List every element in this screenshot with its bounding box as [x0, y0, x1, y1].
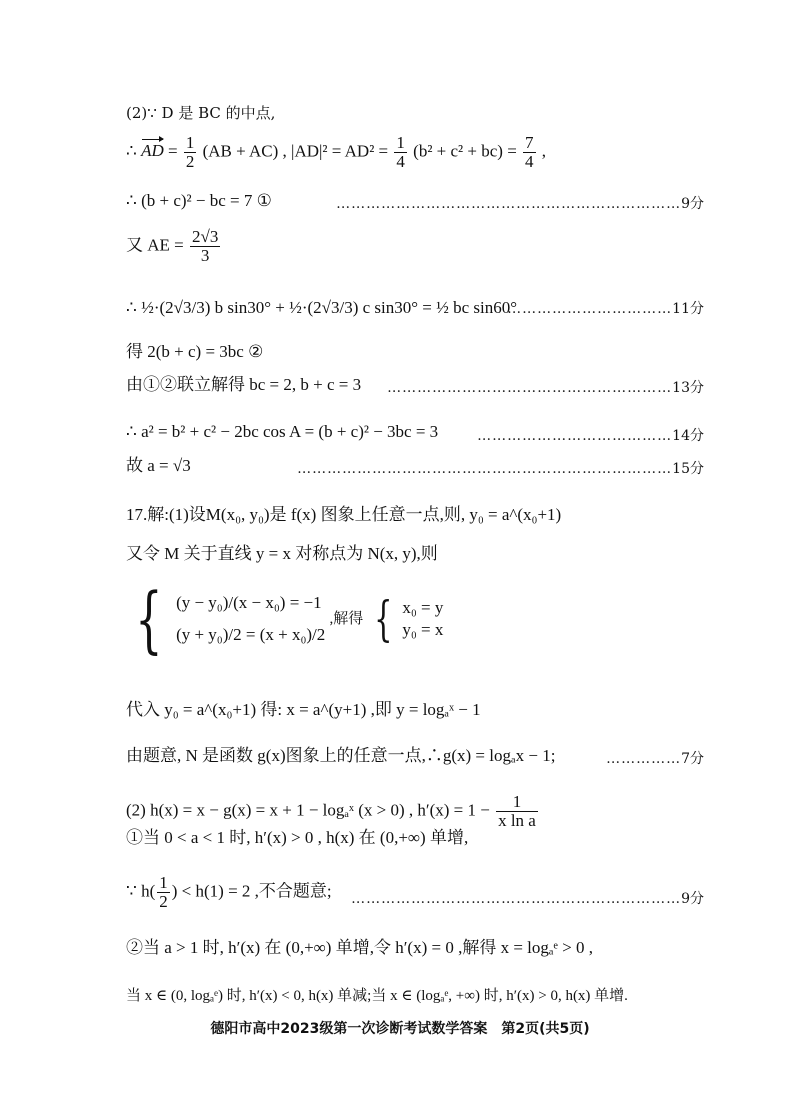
vector-sum-expression: (AB + AC) , |AD|² = AD² = [202, 141, 389, 161]
system-equation-2: (y + y₀)/2 = (x + x₀)/2 [176, 625, 326, 644]
score-line-q17-8 [351, 888, 704, 908]
fraction-one-over-xlna [496, 793, 538, 830]
score-value: 13分 [672, 380, 704, 396]
solve-label: ,解得 [329, 611, 364, 627]
score-value: 7分 [681, 751, 704, 767]
page-footer: 德阳市高中2023级第一次诊断考试数学答案 第2页(共5页) [210, 1021, 590, 1037]
part2-line-8: ∴ a² = b² + c² − 2bc cos A = (b + c)² − 3bc = 3 [126, 422, 439, 441]
part2-line-7: 由①②联立解得 bc = 2, b + c = 3 [126, 375, 362, 394]
solution-system [402, 597, 443, 641]
part2-line-1: (2)∵ D 是 BC 的中点, [126, 104, 276, 122]
part2-line-2 [126, 134, 546, 171]
solution-equation-2: y₀ = x [402, 620, 444, 639]
dot-leader: …………… [606, 751, 682, 767]
equals-sign: = [168, 141, 178, 161]
q17-line-9: ②当 a > 1 时, h′(x) 在 (0,+∞) 单增,令 h′(x) = 0 ,解得 x = logₐᵉ > 0 , [126, 938, 593, 957]
score-line-8 [477, 425, 704, 445]
q17-system [126, 577, 444, 661]
dot-leader: …………………………………………………………… [336, 196, 682, 212]
score-line-q17-5 [606, 748, 704, 768]
q17-line-4: 代入 y₀ = a^(x₀+1) 得: x = a^(y+1) ,即 y = logₐˣ − 1 [126, 700, 481, 719]
part2-line-5: ∴ ½·(2√3/3) b sin30° + ½·(2√3/3) c sin30° = ½ bc sin60° [126, 298, 518, 317]
score-value: 14分 [672, 428, 704, 444]
q17-line-6 [126, 793, 540, 830]
sum-of-squares-expression: (b² + c² + bc) = [413, 141, 517, 161]
dot-leader: ………………………………………………………… [351, 891, 682, 907]
dot-leader: ………………………………… [477, 428, 673, 444]
q17-line-2: 又令 M 关于直线 y = x 对称点为 N(x, y),则 [126, 544, 438, 563]
dot-leader: ………………………………………………… [387, 380, 673, 396]
score-value: 11分 [672, 301, 704, 317]
score-line-7 [387, 377, 704, 397]
h-derivative-expression: (2) h(x) = x − g(x) = x + 1 − logₐˣ (x > 0) , h′(x) = 1 − [126, 800, 490, 820]
part2-line-6: 得 2(b + c) = 3bc ② [126, 342, 264, 361]
left-brace: { [135, 577, 163, 661]
q17-line-5: 由题意, N 是函数 g(x)图象上的任意一点,∴g(x) = logₐx − 1; [126, 746, 556, 765]
fraction-quarter [394, 134, 407, 171]
vector-ad: AD [141, 141, 164, 161]
fraction-numerator: 7 [525, 133, 534, 152]
system-equation-1: (y − y₀)/(x − x₀) = −1 [176, 593, 322, 612]
fraction-half-arg [157, 874, 170, 911]
dot-leader: …………………………… [507, 301, 673, 317]
part2-line-3: ∴ (b + c)² − bc = 7 ① [126, 191, 272, 210]
score-value: 15分 [672, 461, 704, 477]
fraction-denominator: 2 [159, 892, 168, 911]
score-line-5 [507, 298, 704, 318]
fraction-numerator: 1 [396, 133, 405, 152]
fraction-denominator: x ln a [498, 811, 536, 830]
comparison-text: < h(1) = 2 ,不合题意; [181, 881, 332, 901]
q17-line-8: ∵ h( $\frac{1}{2}$ ) < h(1) = 2 ,不合题意; [126, 873, 332, 911]
fraction-denominator: 2 [185, 152, 195, 171]
q17-line-10: 当 x ∈ (0, logₐᵉ) 时, h′(x) < 0, h(x) 单减;当 x ∈ (logₐᵉ, +∞) 时, h′(x) > 0, h(x) 单增. [126, 988, 628, 1004]
fraction-numerator: 1 [159, 873, 168, 892]
solution-equation-1: x₀ = y [402, 598, 444, 617]
dot-leader: ………………………………………………………………… [297, 461, 673, 477]
fraction-denominator: 4 [396, 152, 405, 171]
score-value: 9分 [681, 196, 704, 212]
fraction-seven-quarters [523, 134, 536, 171]
score-value: 9分 [681, 891, 704, 907]
equation-system [176, 587, 325, 651]
q17-line-1: 17.解:(1)设M(x₀, y₀)是 f(x) 图象上任意一点,则, y₀ = a^(x₀+1) [126, 505, 562, 524]
score-line-3 [336, 193, 704, 213]
ae-label: 又 AE = [126, 235, 184, 255]
fraction-numerator: 1 [496, 793, 538, 812]
h-of-half-label: ∵ h [126, 881, 150, 901]
part2-line-9: 故 a = √3 [126, 456, 191, 475]
comma: , [541, 141, 547, 161]
fraction-numerator: 1 [185, 133, 195, 152]
part2-line-4 [126, 228, 222, 265]
fraction-denominator: 3 [200, 246, 210, 265]
fraction-ae [190, 228, 220, 265]
fraction-half [184, 134, 197, 171]
left-brace-small: { [373, 591, 392, 647]
fraction-numerator: 2√3 [192, 227, 219, 246]
score-line-9 [297, 458, 704, 478]
fraction-denominator: 4 [525, 152, 534, 171]
q17-line-7: ①当 0 < a < 1 时, h′(x) > 0 , h(x) 在 (0,+∞) 单增, [126, 828, 469, 847]
therefore-symbol: ∴ [126, 141, 137, 161]
